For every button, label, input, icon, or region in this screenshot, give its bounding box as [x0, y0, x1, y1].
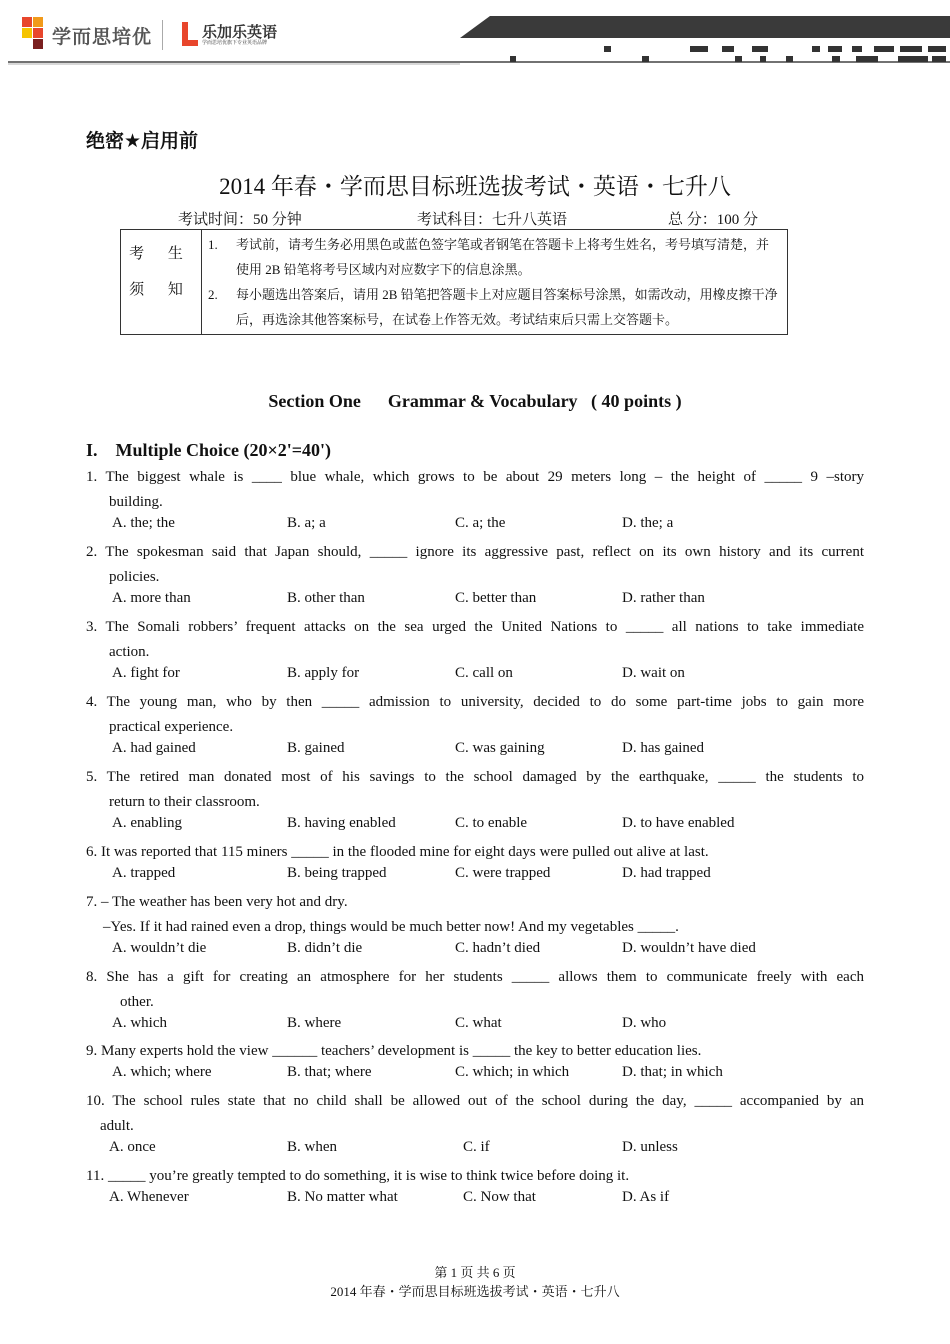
notice-item — [208, 232, 781, 282]
answer-option: A. which; where — [112, 1064, 212, 1080]
question-text: 8. She has a gift for creating an atmosphere for her students _____ allows them to communicate freely with each — [86, 969, 864, 985]
answer-option: C. call on — [455, 665, 513, 681]
question-text: 11. _____ you’re greatly tempted to do something, it is wise to think twice before doing it. — [86, 1168, 630, 1184]
answer-option: D. that; in which — [622, 1064, 723, 1080]
answer-option: D. has gained — [622, 740, 705, 756]
logo-lejiale: 乐加乐英语 — [202, 23, 278, 41]
question-item — [86, 1164, 864, 1189]
question-text: 9. Many experts hold the view ______ teachers’ development is _____ the key to better education lies. — [86, 1043, 702, 1059]
answer-option: D. wait on — [622, 665, 685, 681]
answer-option: C. were trapped — [455, 865, 551, 881]
question-text-continued: action. — [109, 644, 150, 660]
answer-option: B. gained — [287, 740, 345, 756]
notice-label-line1: 考 生 — [129, 246, 193, 262]
answer-option: D. As if — [622, 1189, 670, 1205]
answer-option: D. had trapped — [622, 865, 711, 881]
question-text-continued: adult. — [100, 1118, 134, 1134]
answer-option: B. a; a — [287, 515, 326, 531]
notice-box — [120, 229, 788, 335]
exam-score: 总 分：100 分 — [668, 212, 759, 228]
logo-xueersi: 学而思培优 — [52, 26, 153, 48]
question-text: 1. The biggest whale is ____ blue whale, which grows to be about 29 meters long – the height of _____ 9 –story — [86, 469, 864, 485]
question-item — [86, 1039, 864, 1064]
page-header — [0, 0, 950, 70]
footer-page: 第 1 页 共 6 页 — [434, 1265, 516, 1280]
notice-item-num: 2. — [208, 287, 218, 302]
answer-option: C. hadn’t died — [455, 940, 541, 956]
answer-option: D. who — [622, 1015, 667, 1031]
answer-option: D. the; a — [622, 515, 674, 531]
notice-label-line2: 须 知 — [129, 282, 193, 298]
question-item — [86, 690, 864, 740]
question-text-continued: building. — [109, 494, 163, 510]
answer-option: B. when — [287, 1139, 337, 1155]
question-item — [86, 615, 864, 665]
answer-option: B. being trapped — [287, 865, 387, 881]
answer-option: D. unless — [622, 1139, 678, 1155]
notice-item-num: 1. — [208, 237, 218, 252]
answer-option: C. a; the — [455, 515, 506, 531]
answer-option: C. to enable — [455, 815, 528, 831]
question-item — [86, 840, 864, 865]
question-item — [86, 540, 864, 590]
answer-option: D. to have enabled — [622, 815, 735, 831]
answer-option: A. fight for — [112, 665, 180, 681]
question-text-continued: return to their classroom. — [109, 794, 260, 810]
part-heading: I. Multiple Choice (20×2'=40') — [86, 440, 331, 460]
answer-option: A. trapped — [112, 865, 176, 881]
answer-option: A. which — [112, 1015, 167, 1031]
question-text-continued: policies. — [109, 569, 160, 585]
answer-option: A. more than — [112, 590, 191, 606]
logo-mark-icon — [22, 17, 50, 51]
answer-option: A. wouldn’t die — [112, 940, 207, 956]
question-text: 3. The Somali robbers’ frequent attacks on the sea urged the United Nations to _____ all nations to take immediate — [86, 619, 864, 635]
answer-option: B. having enabled — [287, 815, 396, 831]
logo-l-icon — [180, 20, 200, 48]
question-text: 10. The school rules state that no child shall be allowed out of the school during the day, _____ accompanied by an — [86, 1093, 864, 1109]
logo-divider — [162, 20, 163, 50]
answer-option: C. which; in which — [455, 1064, 570, 1080]
question-text-continued: practical experience. — [109, 719, 234, 735]
answer-option: A. had gained — [112, 740, 196, 756]
question-item — [86, 765, 864, 815]
question-text-continued: –Yes. If it had rained even a drop, things would be much better now! And my vegetables _____. — [103, 919, 679, 935]
answer-option: B. No matter what — [287, 1189, 398, 1205]
exam-subject: 考试科目：七升八英语 — [417, 212, 568, 228]
answer-option: D. rather than — [622, 590, 705, 606]
notice-item — [208, 282, 781, 332]
question-text: 2. The spokesman said that Japan should, _____ ignore its aggressive past, reflect on its own history and its current — [86, 544, 864, 560]
question-item — [86, 465, 864, 515]
answer-option: A. Whenever — [109, 1189, 189, 1205]
answer-option: B. apply for — [287, 665, 360, 681]
question-text-continued: other. — [120, 994, 154, 1010]
secret-label: 绝密★启用前 — [86, 130, 199, 152]
exam-time: 考试时间：50 分钟 — [178, 212, 302, 228]
answer-option: B. other than — [287, 590, 365, 606]
exam-title: 2014 年春・学而思目标班选拔考试・英语・七升八 — [219, 174, 731, 199]
logo-lejiale-sub: 学而思培优旗下专业英语品牌 — [202, 40, 268, 46]
answer-option: C. was gaining — [455, 740, 545, 756]
notice-items — [202, 230, 788, 335]
question-item — [86, 965, 864, 1015]
answer-option: C. what — [455, 1015, 502, 1031]
answer-option: D. wouldn’t have died — [622, 940, 756, 956]
answer-option: C. Now that — [463, 1189, 536, 1205]
answer-option: A. the; the — [112, 515, 175, 531]
answer-option: B. didn’t die — [287, 940, 363, 956]
notice-item-text: 考试前，请考生务必用黑色或蓝色签字笔或者钢笔在答题卡上将考生姓名，考号填写清楚，并使用 2B 铅笔将考号区域内对应数字下的信息涂黑。 — [236, 237, 770, 277]
notice-label — [121, 230, 202, 335]
question-text: 7. – The weather has been very hot and dry. — [86, 894, 348, 910]
question-text: 5. The retired man donated most of his savings to the school damaged by the earthquake, _____ the students to — [86, 769, 864, 785]
question-text: 6. It was reported that 115 miners _____ in the flooded mine for eight days were pulled out alive at last. — [86, 844, 709, 860]
section-heading: Section One Grammar & Vocabulary ( 40 points ) — [268, 391, 682, 411]
answer-option: C. if — [463, 1139, 490, 1155]
answer-option: B. where — [287, 1015, 342, 1031]
question-item — [86, 890, 864, 940]
answer-option: A. enabling — [112, 815, 182, 831]
answer-option: C. better than — [455, 590, 537, 606]
answer-option: A. once — [109, 1139, 156, 1155]
question-item — [86, 1089, 864, 1139]
answer-option: B. that; where — [287, 1064, 372, 1080]
question-text: 4. The young man, who by then _____ admission to university, decided to do some part-time jobs to gain more — [86, 694, 864, 710]
notice-item-text: 每小题选出答案后，请用 2B 铅笔把答题卡上对应题目答案标号涂黑，如需改动，用橡皮擦干净后，再选涂其他答案标号，在试卷上作答无效。考试结束后只需上交答题卡。 — [236, 287, 778, 327]
footer-title: 2014 年春・学而思目标班选拔考试・英语・七升八 — [330, 1284, 620, 1299]
